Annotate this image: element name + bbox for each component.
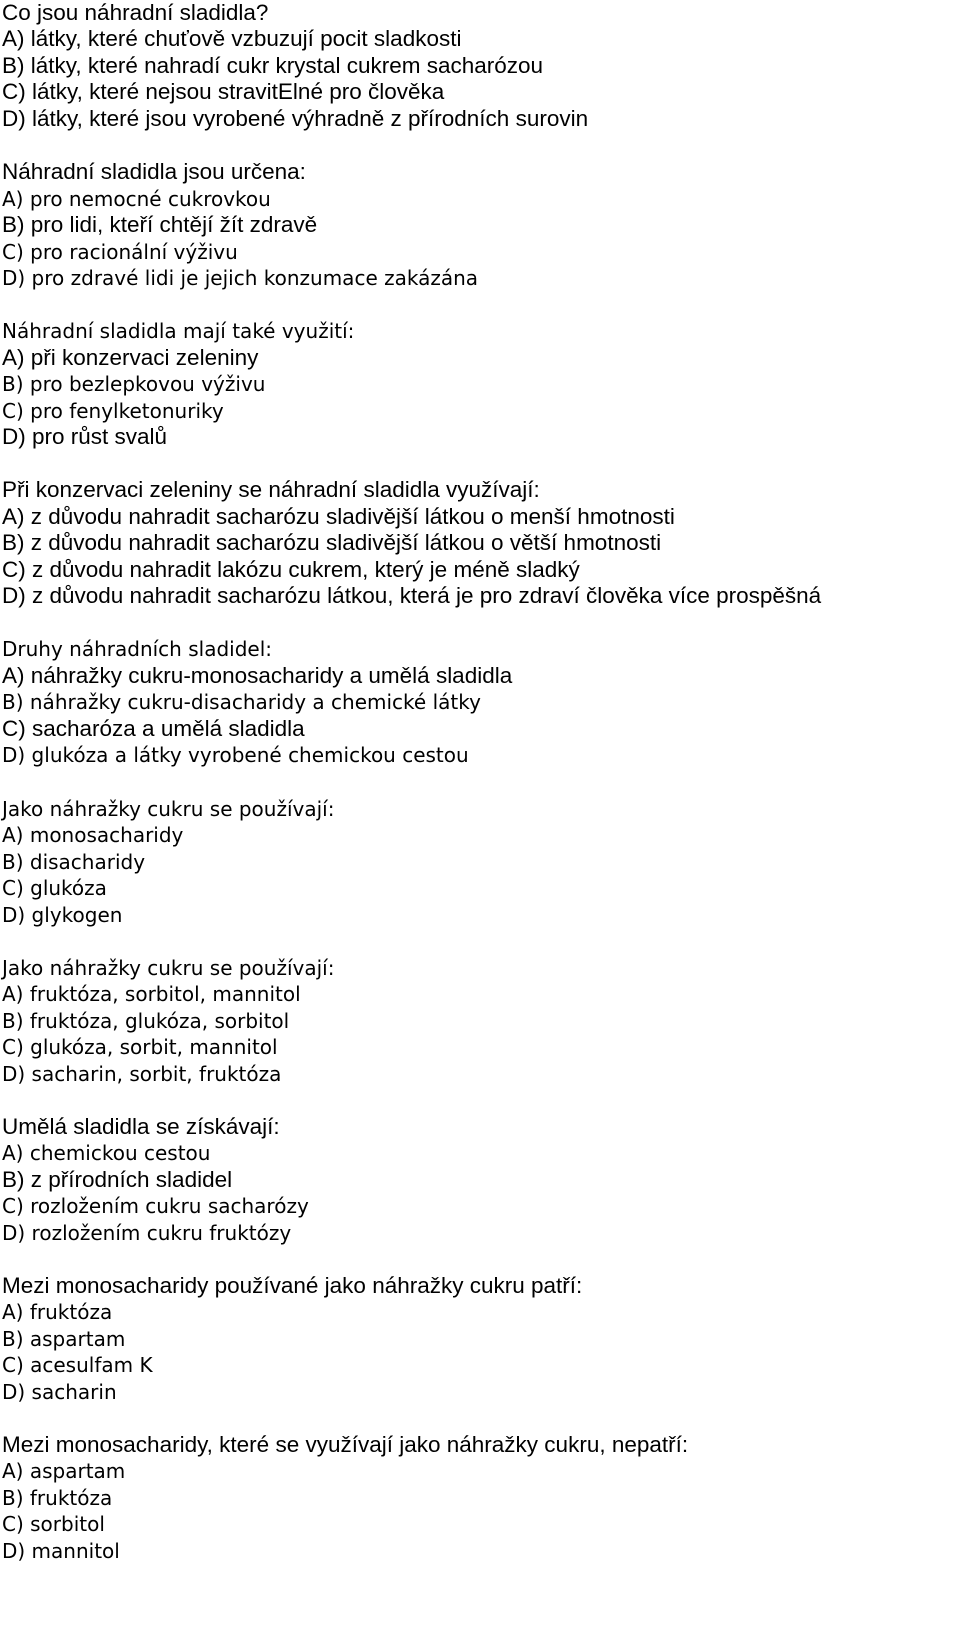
- question-10-option-a: A) aspartam: [2, 1459, 126, 1483]
- question-1-option-a: A) látky, které chuťově vzbuzují pocit sladkosti: [2, 26, 462, 51]
- question-10-text: Mezi monosacharidy, které se využívají jako náhražky cukru, nepatří:: [2, 1432, 689, 1457]
- question-6-text: Jako náhražky cukru se používají:: [2, 797, 335, 821]
- question-2-option-c: C) pro racionální výživu: [2, 240, 238, 264]
- question-4-option-c: C) z důvodu nahradit lakózu cukrem, který je méně sladký: [2, 557, 580, 582]
- question-5-text: Druhy náhradních sladidel:: [2, 637, 272, 661]
- question-4-text: Při konzervaci zeleniny se náhradní sladidla využívají:: [2, 477, 540, 502]
- question-6-option-a: A) monosacharidy: [2, 823, 184, 847]
- question-6-option-b: B) disacharidy: [2, 850, 146, 874]
- question-7-text: Jako náhražky cukru se používají:: [2, 956, 335, 980]
- question-6-option-c: C) glukóza: [2, 876, 107, 900]
- question-3-text: Náhradní sladidla mají také využití:: [2, 319, 355, 343]
- question-9-option-a: A) fruktóza: [2, 1300, 113, 1324]
- question-8-option-a: A) chemickou cestou: [2, 1141, 211, 1165]
- question-2-option-b: B) pro lidi, kteří chtějí žít zdravě: [2, 212, 318, 237]
- question-1-text: Co jsou náhradní sladidla?: [2, 0, 269, 25]
- question-5-option-b: B) náhražky cukru-disacharidy a chemické látky: [2, 690, 481, 714]
- question-1-option-d: D) látky, které jsou vyrobené výhradně z přírodních surovin: [2, 106, 589, 131]
- question-9-option-b: B) aspartam: [2, 1327, 126, 1351]
- question-7-option-a: A) fruktóza, sorbitol, mannitol: [2, 982, 301, 1006]
- question-8-option-b: B) z přírodních sladidel: [2, 1167, 233, 1192]
- question-5-option-d: D) glukóza a látky vyrobené chemickou cestou: [2, 743, 469, 767]
- question-3-option-d: D) pro růst svalů: [2, 424, 168, 449]
- question-1-option-c: C) látky, které nejsou stravitElné pro člověka: [2, 79, 445, 104]
- question-3-option-b: B) pro bezlepkovou výživu: [2, 372, 266, 396]
- question-3-option-c: C) pro fenylketonuriky: [2, 399, 224, 423]
- question-9-option-c: C) acesulfam K: [2, 1353, 153, 1377]
- question-3-option-a: A) při konzervaci zeleniny: [2, 345, 259, 370]
- question-10-option-d: D) mannitol: [2, 1539, 120, 1563]
- question-4-option-d: D) z důvodu nahradit sacharózu látkou, která je pro zdraví člověka více prospěšná: [2, 583, 822, 608]
- question-8-option-c: C) rozložením cukru sacharózy: [2, 1194, 309, 1218]
- question-1-option-b: B) látky, které nahradí cukr krystal cukrem sacharózou: [2, 53, 544, 78]
- question-10-option-c: C) sorbitol: [2, 1512, 105, 1536]
- question-10-option-b: B) fruktóza: [2, 1486, 113, 1510]
- question-6-option-d: D) glykogen: [2, 903, 123, 927]
- question-2-text: Náhradní sladidla jsou určena:: [2, 159, 306, 184]
- question-7-option-b: B) fruktóza, glukóza, sorbitol: [2, 1009, 290, 1033]
- question-4-option-a: A) z důvodu nahradit sacharózu sladivější látkou o menší hmotnosti: [2, 504, 675, 529]
- question-5-option-a: A) náhražky cukru-monosacharidy a umělá sladidla: [2, 663, 513, 688]
- question-7-option-c: C) glukóza, sorbit, mannitol: [2, 1035, 278, 1059]
- question-8-option-d: D) rozložením cukru fruktózy: [2, 1221, 292, 1245]
- question-9-text: Mezi monosacharidy používané jako náhražky cukru patří:: [2, 1273, 583, 1298]
- question-7-option-d: D) sacharin, sorbit, fruktóza: [2, 1062, 282, 1086]
- question-8-text: Umělá sladidla se získávají:: [2, 1114, 280, 1139]
- question-2-option-a: A) pro nemocné cukrovkou: [2, 187, 271, 211]
- question-9-option-d: D) sacharin: [2, 1380, 117, 1404]
- question-2-option-d: D) pro zdravé lidi je jejich konzumace zakázána: [2, 266, 479, 290]
- question-4-option-b: B) z důvodu nahradit sacharózu sladivější látkou o větší hmotnosti: [2, 530, 662, 555]
- question-5-option-c: C) sacharóza a umělá sladidla: [2, 716, 305, 741]
